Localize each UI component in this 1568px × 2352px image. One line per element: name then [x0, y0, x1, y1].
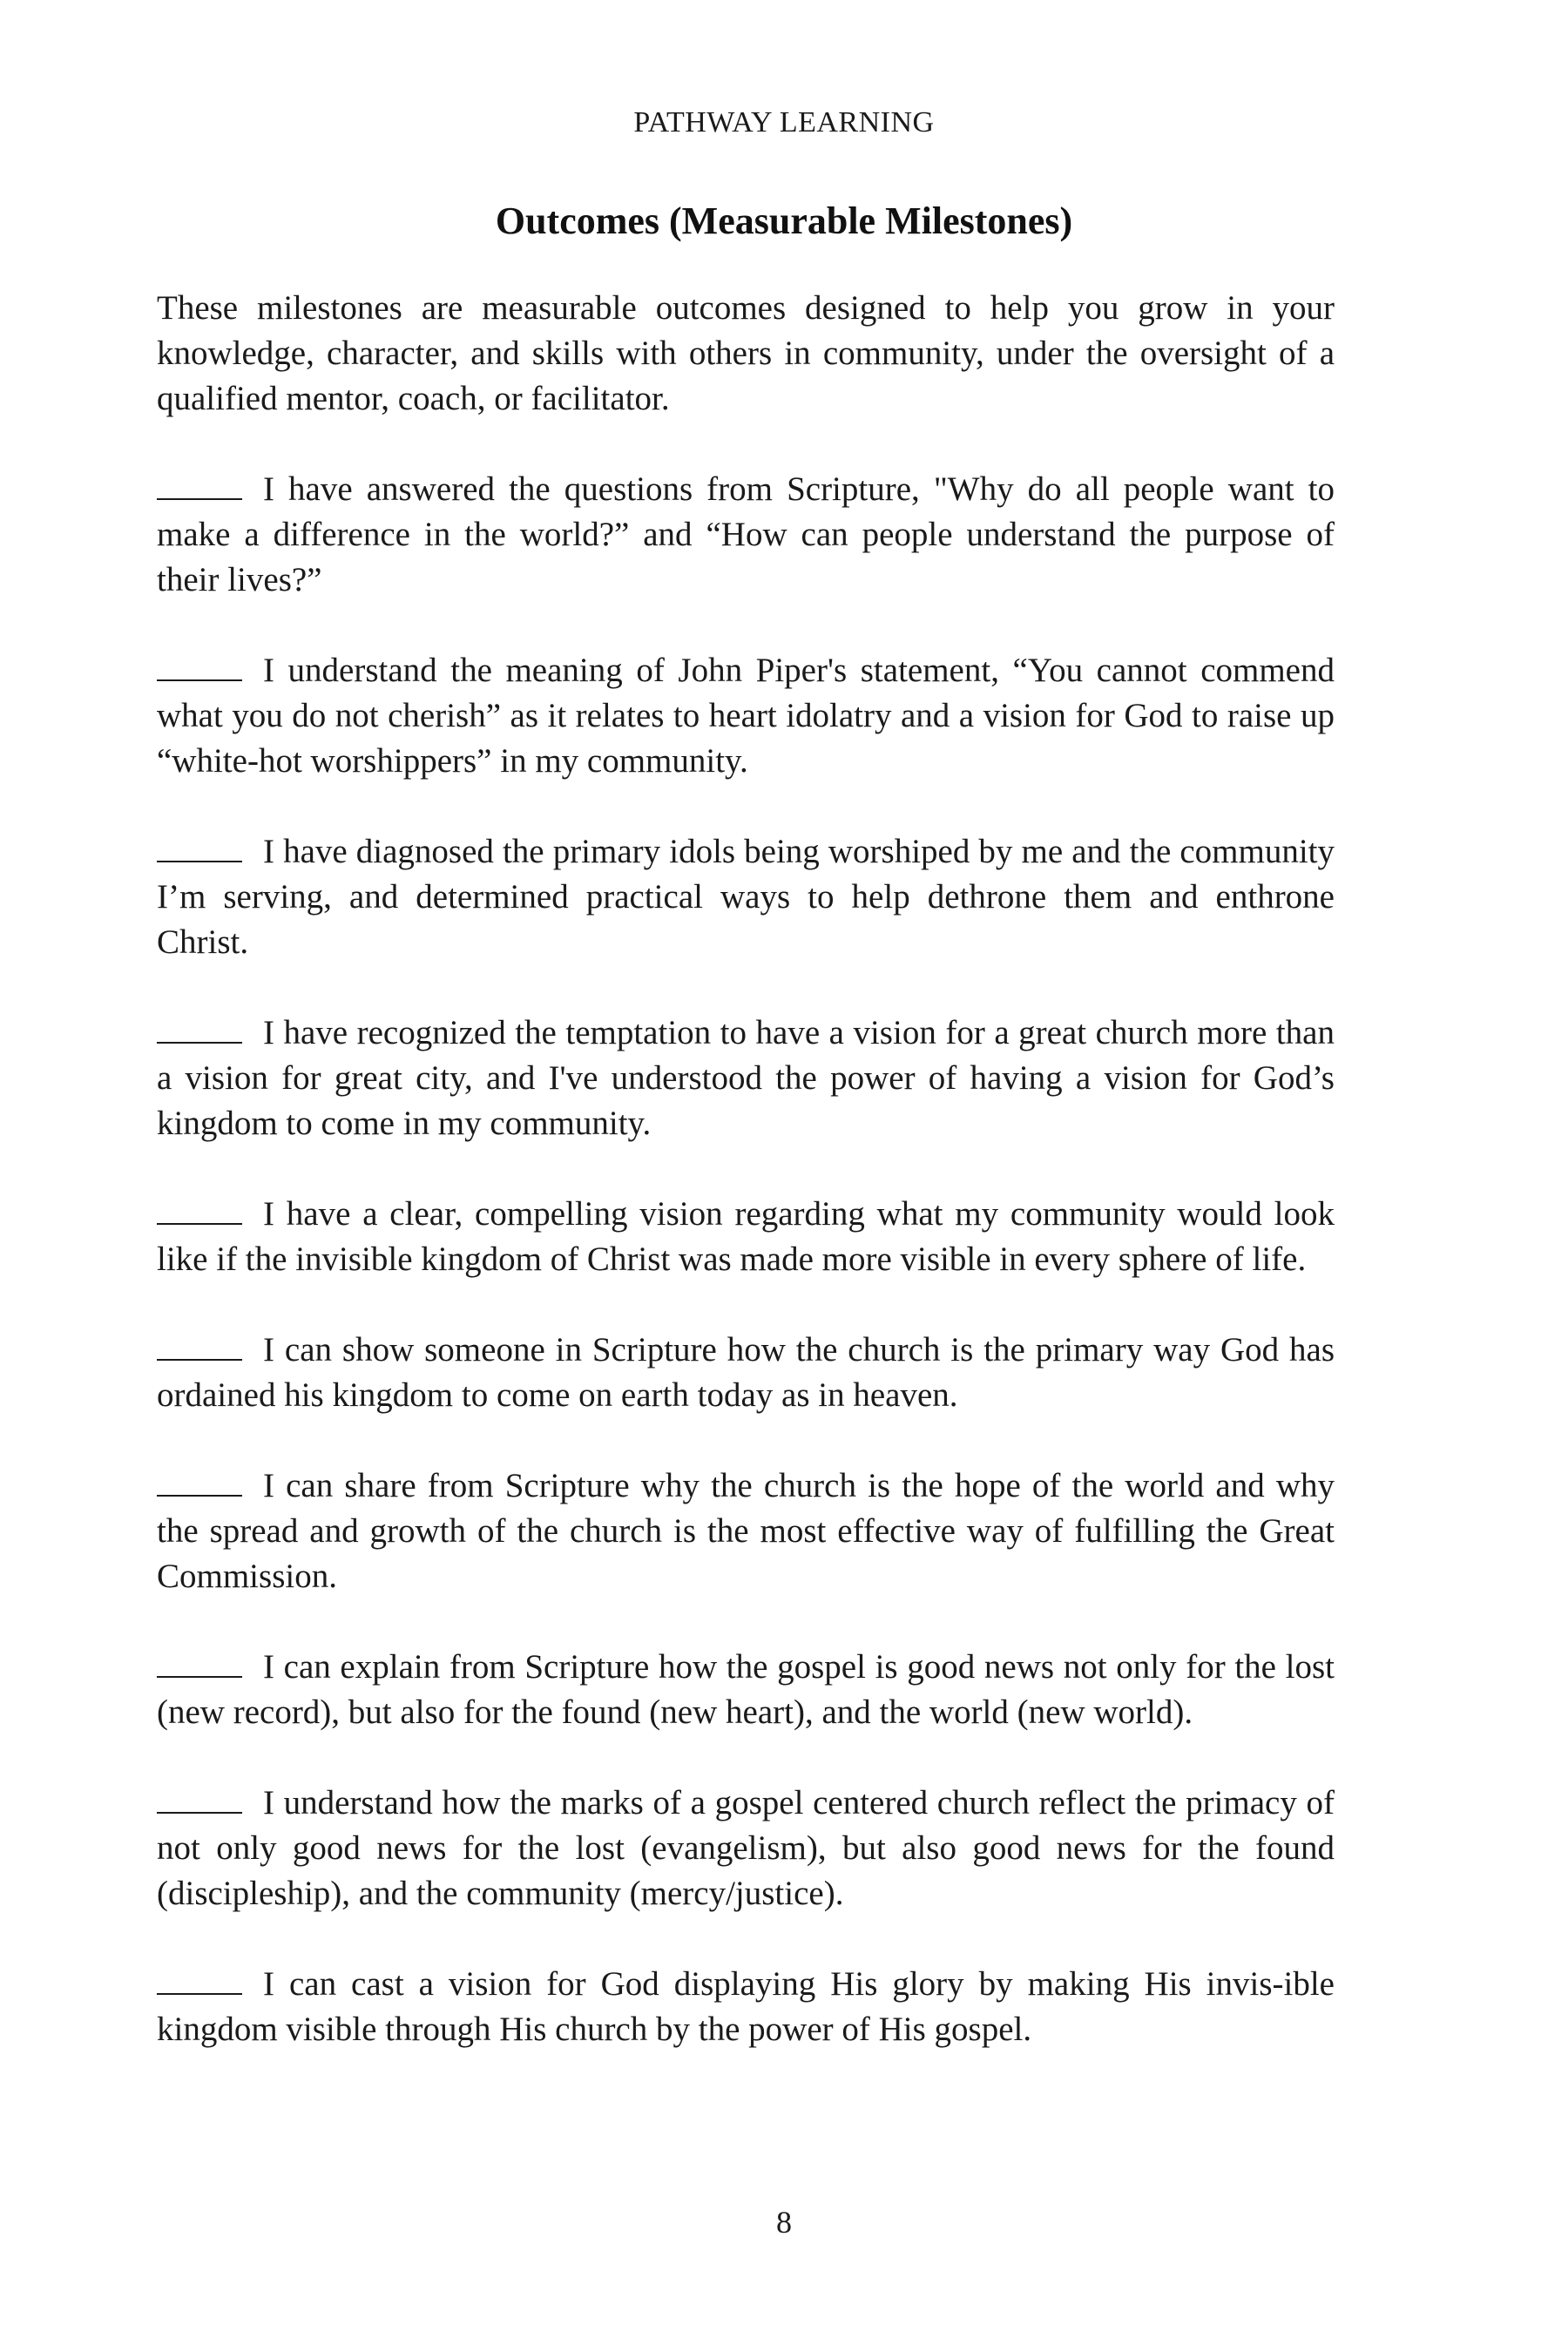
milestone-text: I can explain from Scripture how the gospel is good news not only for the lost (new record), but also for the found (new heart), and the world (new world).	[157, 1648, 1335, 1731]
milestone-text: I understand how the marks of a gospel centered church reflect the primacy of not only good news for the lost (evangelism), but also good news for the found (discipleship), and the community (mercy/justice).	[157, 1784, 1335, 1912]
page-number: 8	[776, 2205, 792, 2240]
body-text	[157, 286, 1335, 2098]
milestone-text: I have diagnosed the primary idols being worshiped by me and the community I’m serving, and determined practical ways to help dethrone them and enthrone Christ.	[157, 833, 1335, 961]
checklist-blank	[157, 831, 242, 862]
running-header: PATHWAY LEARNING	[633, 106, 935, 139]
milestone-item	[157, 1010, 1335, 1146]
milestone-text: I can show someone in Scripture how the church is the primary way God has ordained his kingdom to come on earth today as in heaven.	[157, 1331, 1335, 1414]
milestone-text: I have a clear, compelling vision regarding what my community would look like if the invisible kingdom of Christ was made more visible in every sphere of life.	[157, 1195, 1335, 1278]
milestone-item	[157, 829, 1335, 965]
milestone-text: I have answered the questions from Scripture, "Why do all people want to make a difference in the world?” and “How can people understand the purpose of their lives?”	[157, 470, 1335, 598]
milestone-item	[157, 1463, 1335, 1599]
checklist-blank	[157, 1963, 242, 1995]
milestone-text: I have recognized the temptation to have a vision for a great church more than a vision for great city, and I've understood the power of having a vision for God’s kingdom to come in my community.	[157, 1014, 1335, 1142]
checklist-blank	[157, 1193, 242, 1225]
milestone-item	[157, 1328, 1335, 1418]
milestone-text: I can share from Scripture why the church is the hope of the world and why the spread and growth of the church is the most effective way of fulfilling the Great Commission.	[157, 1467, 1335, 1595]
checklist-blank	[157, 469, 242, 500]
milestone-item	[157, 467, 1335, 603]
milestone-item	[157, 1962, 1335, 2052]
checklist-blank	[157, 1329, 242, 1361]
milestone-item	[157, 648, 1335, 784]
milestone-item	[157, 1781, 1335, 1916]
checklist-blank	[157, 1465, 242, 1497]
milestone-text: I can cast a vision for God displaying His glory by making His invis-ible kingdom visible through His church by the power of His gospel.	[157, 1965, 1335, 2048]
milestone-item	[157, 1645, 1335, 1735]
checklist-blank	[157, 1012, 242, 1044]
section-title: Outcomes (Measurable Milestones)	[495, 199, 1073, 242]
milestone-text: I understand the meaning of John Piper's statement, “You cannot commend what you do not cherish” as it relates to heart idolatry and a vision for God to raise up “white-hot worshippers” in my community.	[157, 652, 1335, 780]
checklist-blank	[157, 1782, 242, 1814]
checklist-blank	[157, 1646, 242, 1678]
checklist-blank	[157, 650, 242, 681]
intro-paragraph: These milestones are measurable outcomes designed to help you grow in your knowledge, character, and skills with others in community, under the oversight of a qualified mentor, coach, or facilitator.	[157, 289, 1335, 417]
milestone-item	[157, 1192, 1335, 1282]
